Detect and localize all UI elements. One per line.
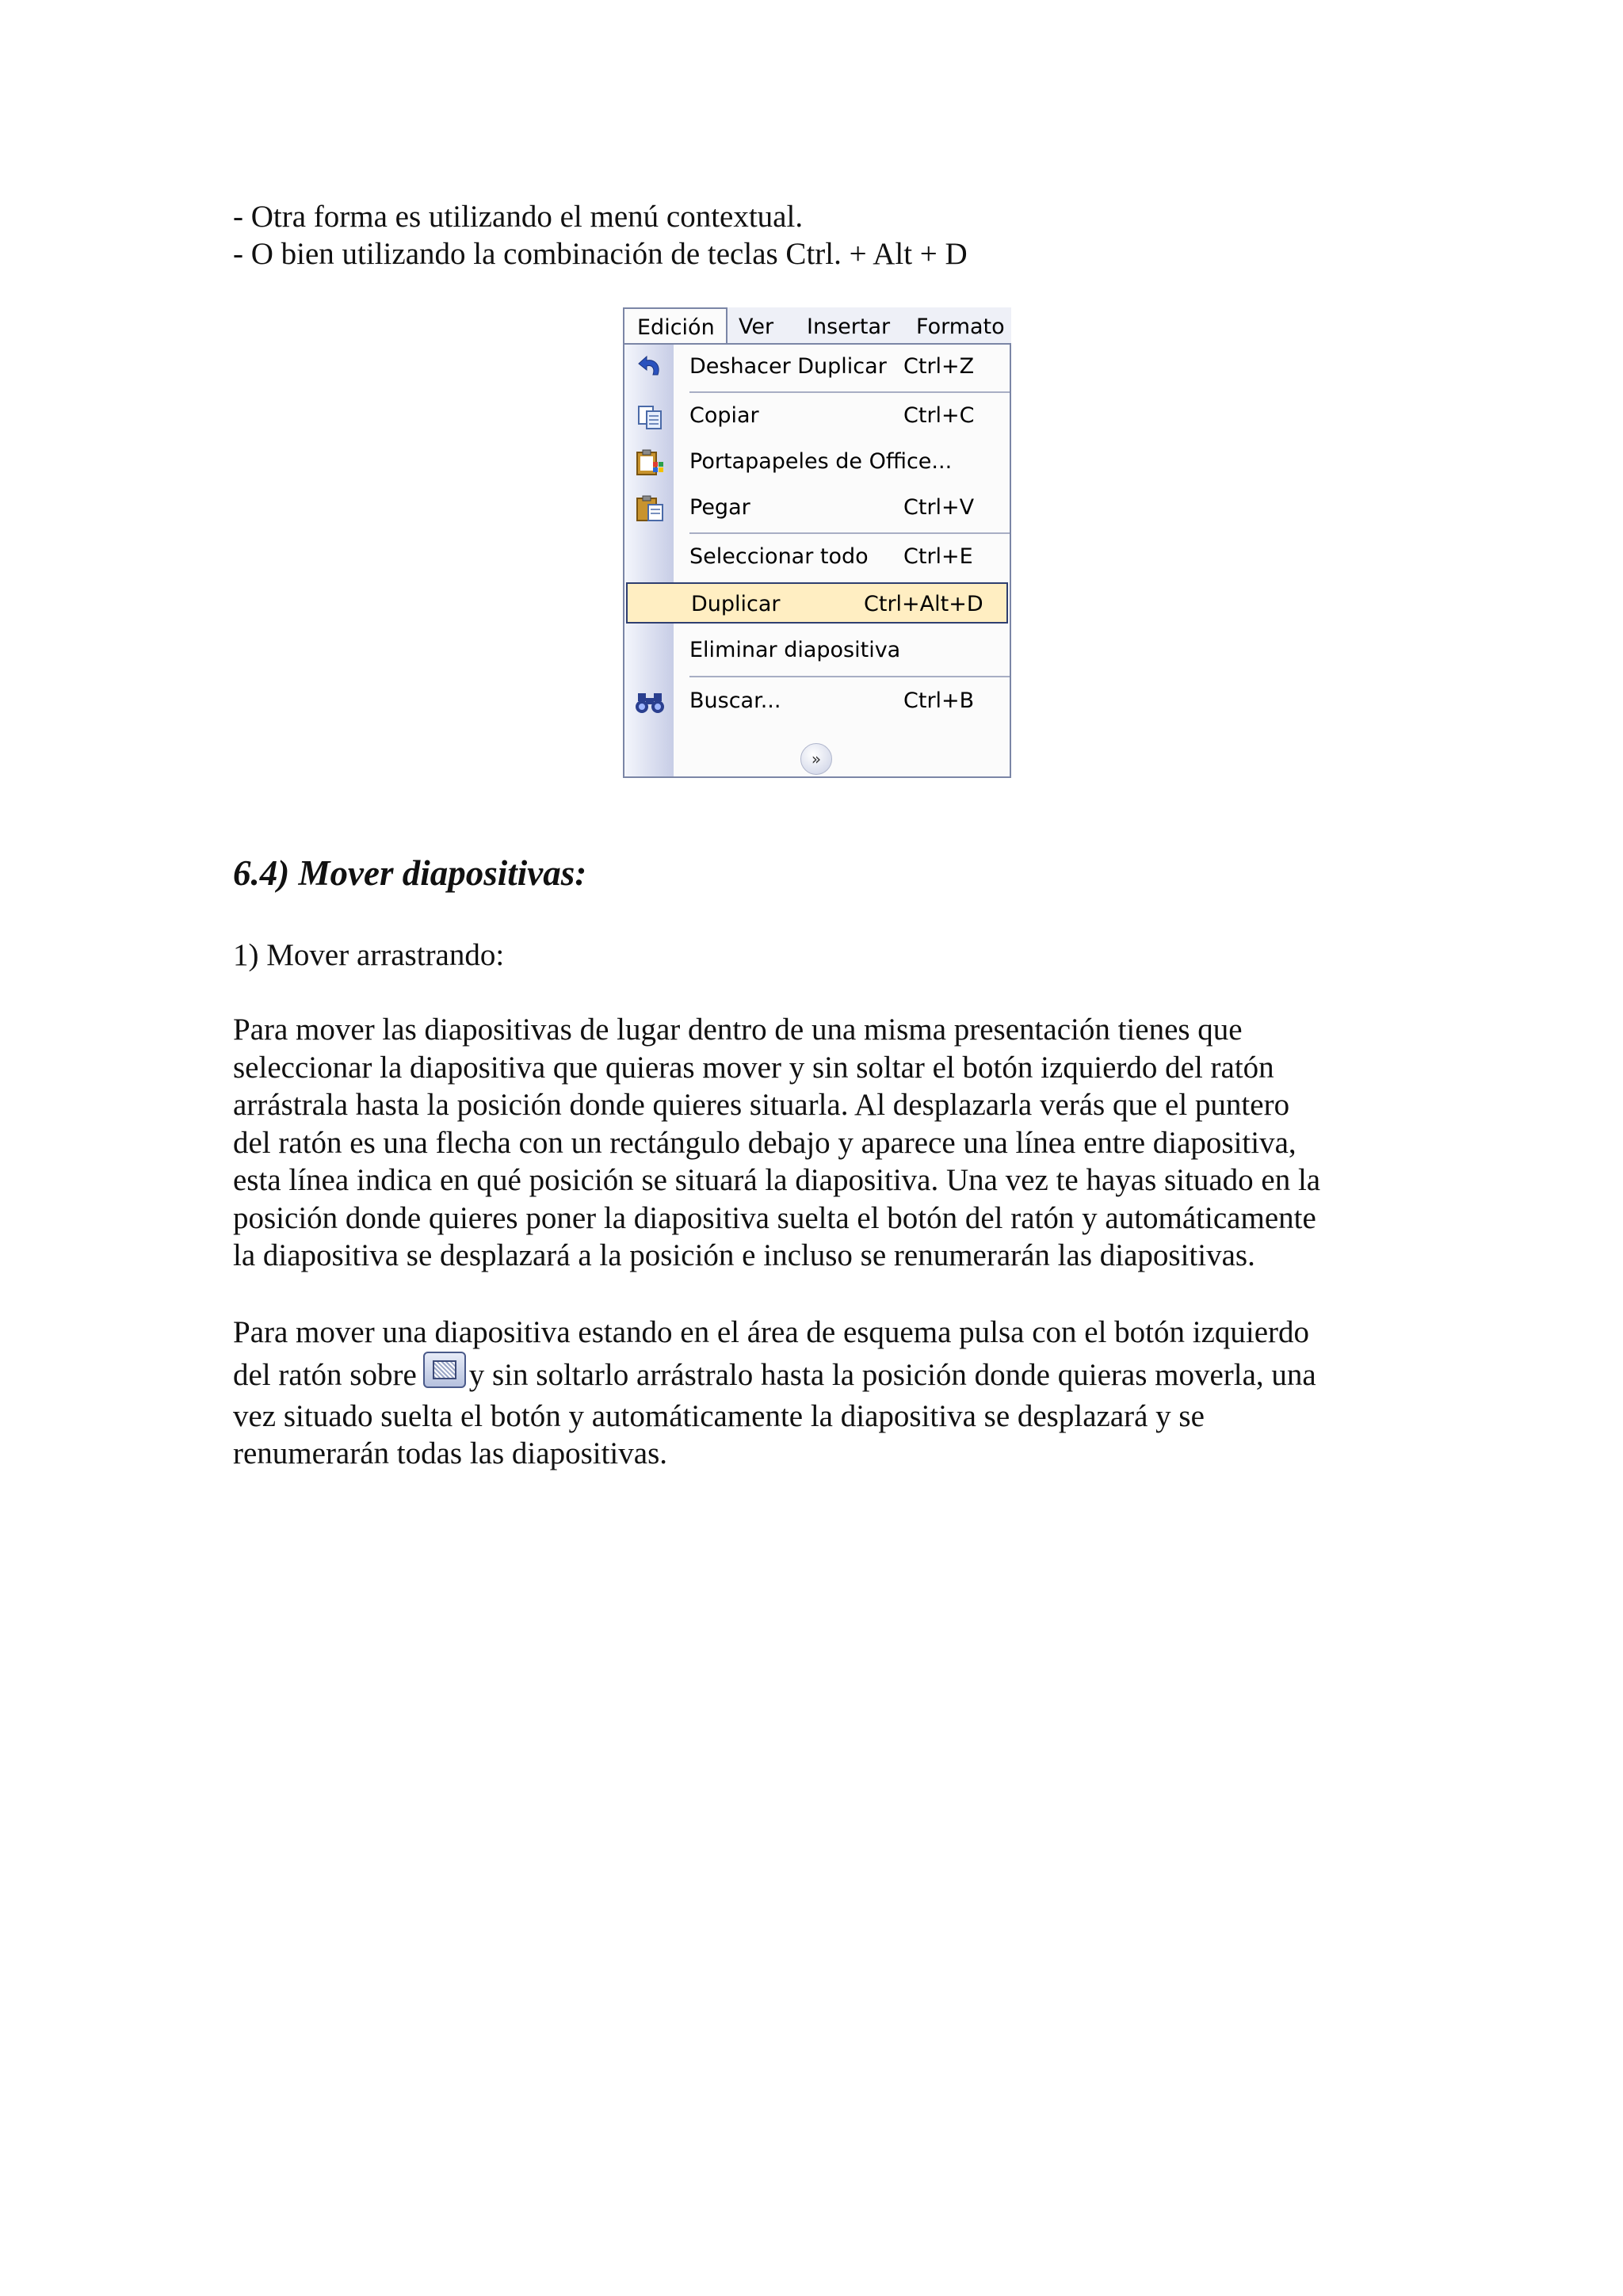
- menu-item-pegar[interactable]: Pegar Ctrl+V: [624, 487, 1010, 528]
- menu-item-buscar[interactable]: Buscar... Ctrl+B: [624, 681, 1010, 722]
- paragraph-line: Para mover una diapositiva estando en el área de esquema pulsa con el botón izquierdo: [233, 1315, 1310, 1349]
- paragraph-1: [233, 1011, 1438, 1275]
- menu-item-seleccionar-todo[interactable]: Seleccionar todo Ctrl+E: [689, 544, 973, 569]
- menu-separator: [689, 676, 1010, 677]
- menu-separator: [689, 391, 1010, 393]
- paragraph-line: arrástrala hasta la posición donde quieres situarla. Al desplazarla verás que el puntero: [233, 1088, 1290, 1122]
- paragraph-line: vez situado suelta el botón y automáticamente la diapositiva se desplazará y se: [233, 1398, 1205, 1433]
- slide-icon: [423, 1352, 466, 1388]
- paragraph-line: la diapositiva se desplazará a la posición e incluso se renumerarán las diapositivas.: [233, 1238, 1255, 1272]
- menu-formato[interactable]: Formato: [916, 315, 1005, 339]
- menu-separator: [689, 532, 1010, 534]
- subsection-heading: 1) Mover arrastrando:: [233, 938, 505, 972]
- copy-icon: [634, 403, 666, 430]
- undo-icon: [634, 354, 666, 381]
- paste-icon: [634, 495, 666, 522]
- section-heading: 6.4) Mover diapositivas:: [233, 853, 587, 893]
- office-clipboard-icon: [634, 449, 666, 476]
- paragraph-2: [233, 1314, 1438, 1473]
- menu-item-portapapeles[interactable]: Portapapeles de Office...: [624, 441, 1010, 482]
- intro-line-1: - Otra forma es utilizando el menú contextual.: [233, 200, 804, 234]
- menu-ver[interactable]: Ver: [739, 315, 774, 339]
- paragraph-line: esta línea indica en qué posición se situará la diapositiva. Una vez te hayas situado en la: [233, 1163, 1321, 1197]
- binoculars-icon: [634, 688, 666, 715]
- edit-dropdown: [623, 343, 1011, 778]
- paragraph-line: del ratón es una flecha con un rectángulo debajo y aparece una línea entre diapositiva,: [233, 1125, 1296, 1160]
- menu-item-eliminar-diapositiva[interactable]: Eliminar diapositiva: [689, 638, 901, 662]
- menu-item-copiar[interactable]: Copiar Ctrl+C: [624, 395, 1010, 437]
- edit-menu-screenshot: [623, 307, 1011, 778]
- chevron-double-down-icon[interactable]: »: [800, 743, 832, 775]
- paragraph-line: Para mover las diapositivas de lugar dentro de una misma presentación tienes que: [233, 1013, 1243, 1047]
- paragraph-line: renumerarán todas las diapositivas.: [233, 1436, 667, 1470]
- menu-edicion[interactable]: Edición: [623, 307, 727, 345]
- paragraph-line: del ratón sobre y sin soltarlo arrástralo hasta la posición donde quieras moverla, una: [233, 1352, 1438, 1398]
- menu-insertar[interactable]: Insertar: [807, 315, 891, 339]
- paragraph-line: posición donde quieres poner la diapositiva suelta el botón del ratón y automáticamente: [233, 1200, 1316, 1235]
- menu-bar: [623, 307, 1011, 345]
- menu-item-deshacer[interactable]: Deshacer Duplicar Ctrl+Z: [624, 346, 1010, 387]
- menu-item-duplicar[interactable]: Duplicar Ctrl+Alt+D: [626, 582, 1008, 624]
- paragraph-line: seleccionar la diapositiva que quieras mover y sin soltar el botón izquierdo del ratón: [233, 1050, 1274, 1085]
- intro-line-2: - O bien utilizando la combinación de teclas Ctrl. + Alt + D: [233, 237, 968, 271]
